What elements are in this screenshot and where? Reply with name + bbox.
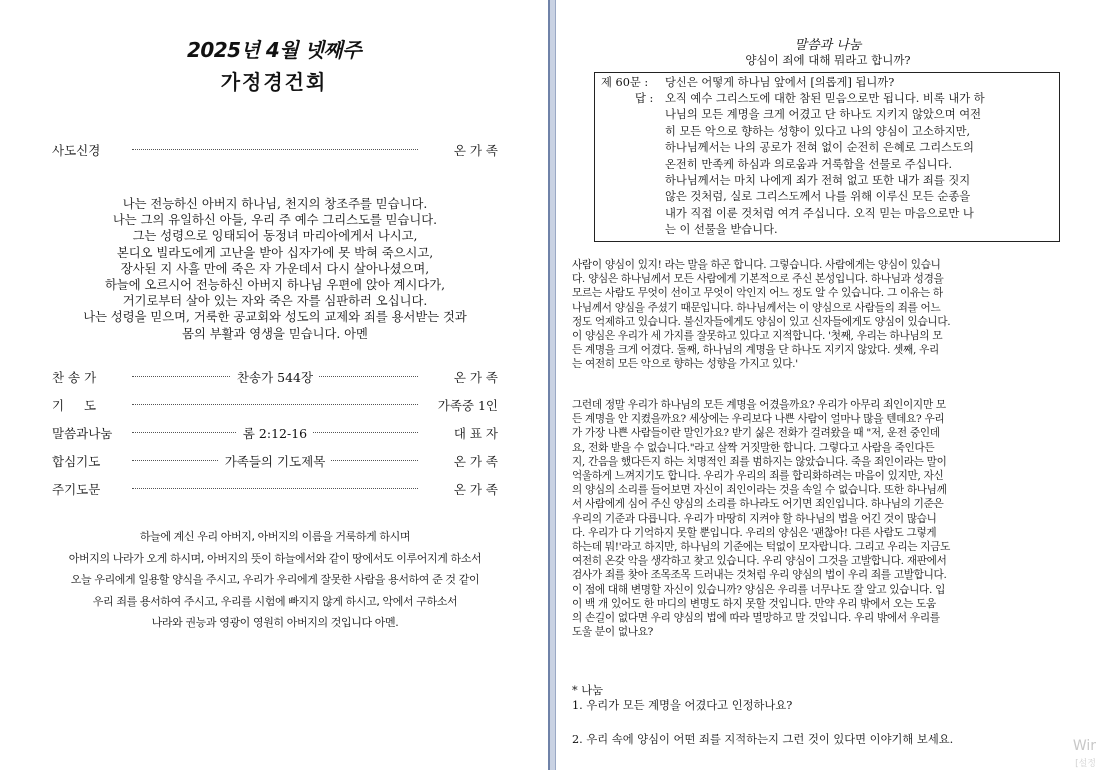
answer-line: 내가 직접 이룬 것처럼 여겨 주십니다. 오직 믿는 마음으로만 나 bbox=[665, 206, 974, 220]
right-page bbox=[556, 0, 1100, 770]
section-title: 말씀과 나눔 bbox=[794, 38, 862, 53]
paragraph-line: 가 가장 나쁜 사람들이란 말인가요? 받기 싫은 전화가 걸려왔을 때 "저, 운전 중인데 bbox=[572, 427, 940, 440]
dotted-leader bbox=[132, 149, 418, 150]
paragraph-line: 의 양심의 소리를 들어보면 자신이 죄인이라는 것을 속일 수 없습니다. 또한 하나님께 bbox=[572, 484, 947, 497]
creed-line: 나는 전능하신 아버지 하나님, 천지의 창조주를 믿습니다. bbox=[122, 197, 428, 211]
order-item-label: 합심기도 bbox=[52, 454, 101, 469]
share-question-1: 1. 우리가 모든 계명을 어겼다고 인정하나요? bbox=[572, 699, 793, 712]
question-text: 당신은 어떻게 하나님 앞에서 [의롭게] 됩니까? bbox=[665, 76, 895, 89]
creed-line: 장사된 지 사흘 만에 죽은 자 가운데서 다시 살아나셨으며, bbox=[120, 261, 430, 276]
order-item-detail-text: 롬 2:12-16 bbox=[237, 426, 313, 441]
paragraph-line: 그런데 정말 우리가 하나님의 모든 계명을 어겼을까요? 우리가 아무리 죄인이지만 모 bbox=[572, 399, 946, 411]
order-row bbox=[52, 452, 498, 472]
paragraph-line: 나님께서 양심을 주셨기 때문입니다. 하나님께서는 이 양심으로 사람들의 죄를 어느 bbox=[572, 301, 941, 314]
answer-line: 히 모든 악으로 향하는 성향이 있다고 나의 양심이 고소하지만, bbox=[665, 124, 971, 138]
creed-line: 거기로부터 살아 있는 자와 죽은 자를 심판하러 오십니다. bbox=[122, 294, 428, 309]
order-item-leader: 온 가 족 bbox=[453, 454, 498, 469]
creed-line: 본디오 빌라도에게 고난을 받아 십자가에 못 박혀 죽으시고, bbox=[116, 245, 434, 260]
paragraph-line: 이 양심은 우리가 세 가지를 잘못하고 있다고 지적합니다. '첫째, 우리는 하나님의 모 bbox=[572, 330, 943, 343]
order-item-label: 기 도 bbox=[52, 398, 97, 413]
creed-line: 하늘에 오르시어 전능하신 아버지 하나님 우편에 앉아 계시다가, bbox=[104, 278, 446, 293]
paragraph-line: 든 계명을 안 지켰을까요? 세상에는 우리보다 나쁜 사람이 얼마나 많을 텐데요? 우리 bbox=[572, 413, 945, 426]
order-row bbox=[52, 424, 498, 444]
paragraph-line: 는 여전히 모든 악으로 향하는 성향을 가지고 있다.' bbox=[572, 358, 798, 371]
watermark-subtext: [설정 bbox=[1075, 759, 1096, 769]
order-item-detail bbox=[132, 424, 418, 442]
paragraph-line: 우리의 기준과 다릅니다. 우리가 마땅히 지켜야 할 하나님의 법을 어긴 것이 많습니 bbox=[572, 512, 937, 525]
creed-line: 몸의 부활과 영생을 믿습니다. 아멘 bbox=[182, 326, 368, 341]
creed-line: 나는 그의 유일하신 아들, 우리 주 예수 그리스도를 믿습니다. bbox=[112, 213, 438, 228]
paragraph-line: 서 사람에게 심어 주신 양심의 소리를 하나라도 어기면 죄인입니다. 하나님의 기준은 bbox=[572, 498, 944, 511]
order-item-detail bbox=[132, 368, 418, 386]
paragraph-line: 이 점에 대해 변명할 자신이 있습니까? 양심은 우리를 너무나도 잘 알고 있습니다. 입 bbox=[572, 583, 946, 596]
paragraph-line: 의 손길이 없다면 우리 양심의 법에 따라 멸망하고 말 것입니다. 우리 밖에서 우리를 bbox=[572, 612, 940, 625]
answer-line: 하나님께서는 마치 나에게 죄가 전혀 없고 또한 내가 죄를 짓지 bbox=[665, 174, 971, 187]
paragraph-line: 다. 우리가 다 기억하지 못할 뿐입니다. 우리의 양심은 '괜찮아! 다른 사람도 그렇게 bbox=[572, 526, 937, 539]
order-row bbox=[52, 480, 498, 500]
paragraph-line: 든 계명을 크게 어겼다. 둘째, 하나님의 계명을 단 하나도 지키지 않았다. 셋째, 우리 bbox=[572, 344, 939, 357]
share-title: * 나눔 bbox=[572, 684, 604, 697]
order-item-detail bbox=[132, 452, 418, 470]
order-item-detail-text: 가족들의 기도제목 bbox=[219, 454, 332, 469]
answer-line: 않은 것처럼, 실로 그리스도께서 나를 위해 이루신 모든 순종을 bbox=[665, 190, 971, 204]
paragraph-line: 이 백 개 있어도 한 마디의 변명도 하지 못할 것입니다. 만약 우리 밖에서 오는 도움 bbox=[572, 597, 936, 610]
question-label: 제 60문 : bbox=[601, 76, 649, 89]
paragraph-line: 검사가 죄를 찾아 조목조목 드러내는 것처럼 우리 양심의 법이 우리 죄를 고발합니다. bbox=[572, 569, 947, 582]
order-row bbox=[52, 396, 498, 416]
watermark-text: Wir bbox=[1072, 738, 1096, 754]
order-item-leader: 대 표 자 bbox=[453, 426, 498, 441]
answer-line: 하나님께서는 나의 공로가 전혀 없이 순전히 은혜로 그리스도의 bbox=[665, 141, 974, 155]
paragraph-line: 억울하게 느껴지기도 합니다. 우리가 우리의 죄를 합리화하려는 마음이 있지만, 자신 bbox=[572, 470, 944, 483]
paragraph-line: 지, 간음을 했다든지 하는 치명적인 죄를 범하지는 않았습니다. 죽을 죄인이라는 말이 bbox=[572, 455, 947, 468]
creed-line: 나는 성령을 믿으며, 거룩한 공교회와 성도의 교제와 죄를 용서받는 것과 bbox=[83, 310, 467, 325]
prayer-line: 오늘 우리에게 일용할 양식을 주시고, 우리가 우리에게 잘못한 사람을 용서하여 준 것 같이 bbox=[70, 573, 480, 586]
section-subtitle: 양심이 죄에 대해 뭐라고 합니까? bbox=[745, 53, 911, 67]
paragraph-line: 도울 분이 없나요? bbox=[572, 626, 654, 639]
dotted-leader bbox=[132, 488, 418, 489]
answer-line: 나님의 모든 계명을 크게 어겼고 단 하나도 지키지 않았으며 여전 bbox=[665, 108, 982, 122]
prayer-line: 우리 죄를 용서하여 주시고, 우리를 시험에 빠지지 않게 하시고, 악에서 구하소서 bbox=[92, 594, 458, 608]
answer-line: 온전히 만족케 하심과 의로움과 거룩함을 선물로 주십니다. bbox=[665, 157, 953, 171]
paragraph-line: 하는데 뭐!'라고 하지만, 하나님의 기준에는 턱없이 모자랍니다. 그리고 우리는 지금도 bbox=[572, 541, 951, 554]
lords-prayer bbox=[30, 526, 520, 634]
share-question-2: 2. 우리 속에 양심이 어떤 죄를 지적하는지 그런 것이 있다면 이야기해 보세요. bbox=[572, 733, 954, 746]
answer-label: 답 : bbox=[635, 92, 654, 105]
page-gutter bbox=[548, 0, 556, 770]
answer-line: 는 이 선물을 받습니다. bbox=[665, 223, 778, 237]
order-item-leader: 온 가 족 bbox=[453, 143, 498, 158]
paragraph-line: 정도 억제하고 있습니다. 불신자들에게도 양심이 있고 신자들에게도 양심이 있습니다. bbox=[572, 315, 951, 328]
prayer-line: 나라와 권능과 영광이 영원히 아버지의 것입니다 아멘. bbox=[151, 616, 399, 629]
order-item-leader: 가족중 1인 bbox=[437, 398, 498, 413]
order-item-detail-text: 찬송가 544장 bbox=[231, 370, 319, 385]
order-item-label: 말씀과나눔 bbox=[52, 426, 113, 441]
paragraph-line: 여전히 온갖 악을 생각하고 찾고 있습니다. 우리 양심이 그것을 고발합니다. 재판에서 bbox=[572, 555, 947, 568]
creed-line: 그는 성령으로 잉태되어 동정녀 마리아에게서 나시고, bbox=[132, 229, 418, 244]
answer-line: 오직 예수 그리스도에 대한 참된 믿음으로만 됩니다. 비록 내가 하 bbox=[665, 92, 985, 105]
paragraph-line: 요, 전화 받을 수 없습니다."라고 살짝 거짓말한 합니다. 그렇다고 사람을 죽인다든 bbox=[572, 441, 935, 454]
order-item-leader: 온 가 족 bbox=[453, 482, 498, 497]
paragraph-line: 모르는 사람도 무엇이 선이고 무엇이 악인지 어느 정도 알 수 있습니다. 그 이유는 하 bbox=[572, 287, 943, 300]
order-item-label: 주기도문 bbox=[52, 482, 101, 497]
paragraph-2 bbox=[572, 398, 1084, 639]
apostles-creed bbox=[40, 196, 510, 342]
left-page bbox=[0, 0, 548, 770]
paragraph-1 bbox=[572, 258, 1084, 372]
order-row bbox=[52, 141, 498, 161]
bulletin-subtitle: 가정경건회 bbox=[220, 70, 328, 94]
bulletin-date-title: 2025년 4월 넷째주 bbox=[186, 38, 362, 62]
prayer-line: 하늘에 계신 우리 아버지, 아버지의 이름을 거룩하게 하시며 bbox=[139, 530, 411, 543]
order-row bbox=[52, 368, 498, 388]
catechism-box bbox=[594, 72, 1060, 242]
order-item-label: 사도신경 bbox=[52, 143, 101, 158]
prayer-line: 아버지의 나라가 오게 하시며, 아버지의 뜻이 하늘에서와 같이 땅에서도 이루어지게 하소서 bbox=[68, 551, 482, 565]
paragraph-line: 사람이 양심이 있지! 라는 말을 하곤 합니다. 그렇습니다. 사람에게는 양심이 있습니 bbox=[572, 259, 941, 271]
paragraph-line: 다. 양심은 하나님께서 모든 사람에게 기본적으로 주신 본성입니다. 하나님과 성경을 bbox=[572, 273, 944, 286]
order-item-label: 찬 송 가 bbox=[52, 370, 97, 385]
dotted-leader bbox=[132, 404, 418, 405]
order-item-leader: 온 가 족 bbox=[453, 370, 498, 385]
